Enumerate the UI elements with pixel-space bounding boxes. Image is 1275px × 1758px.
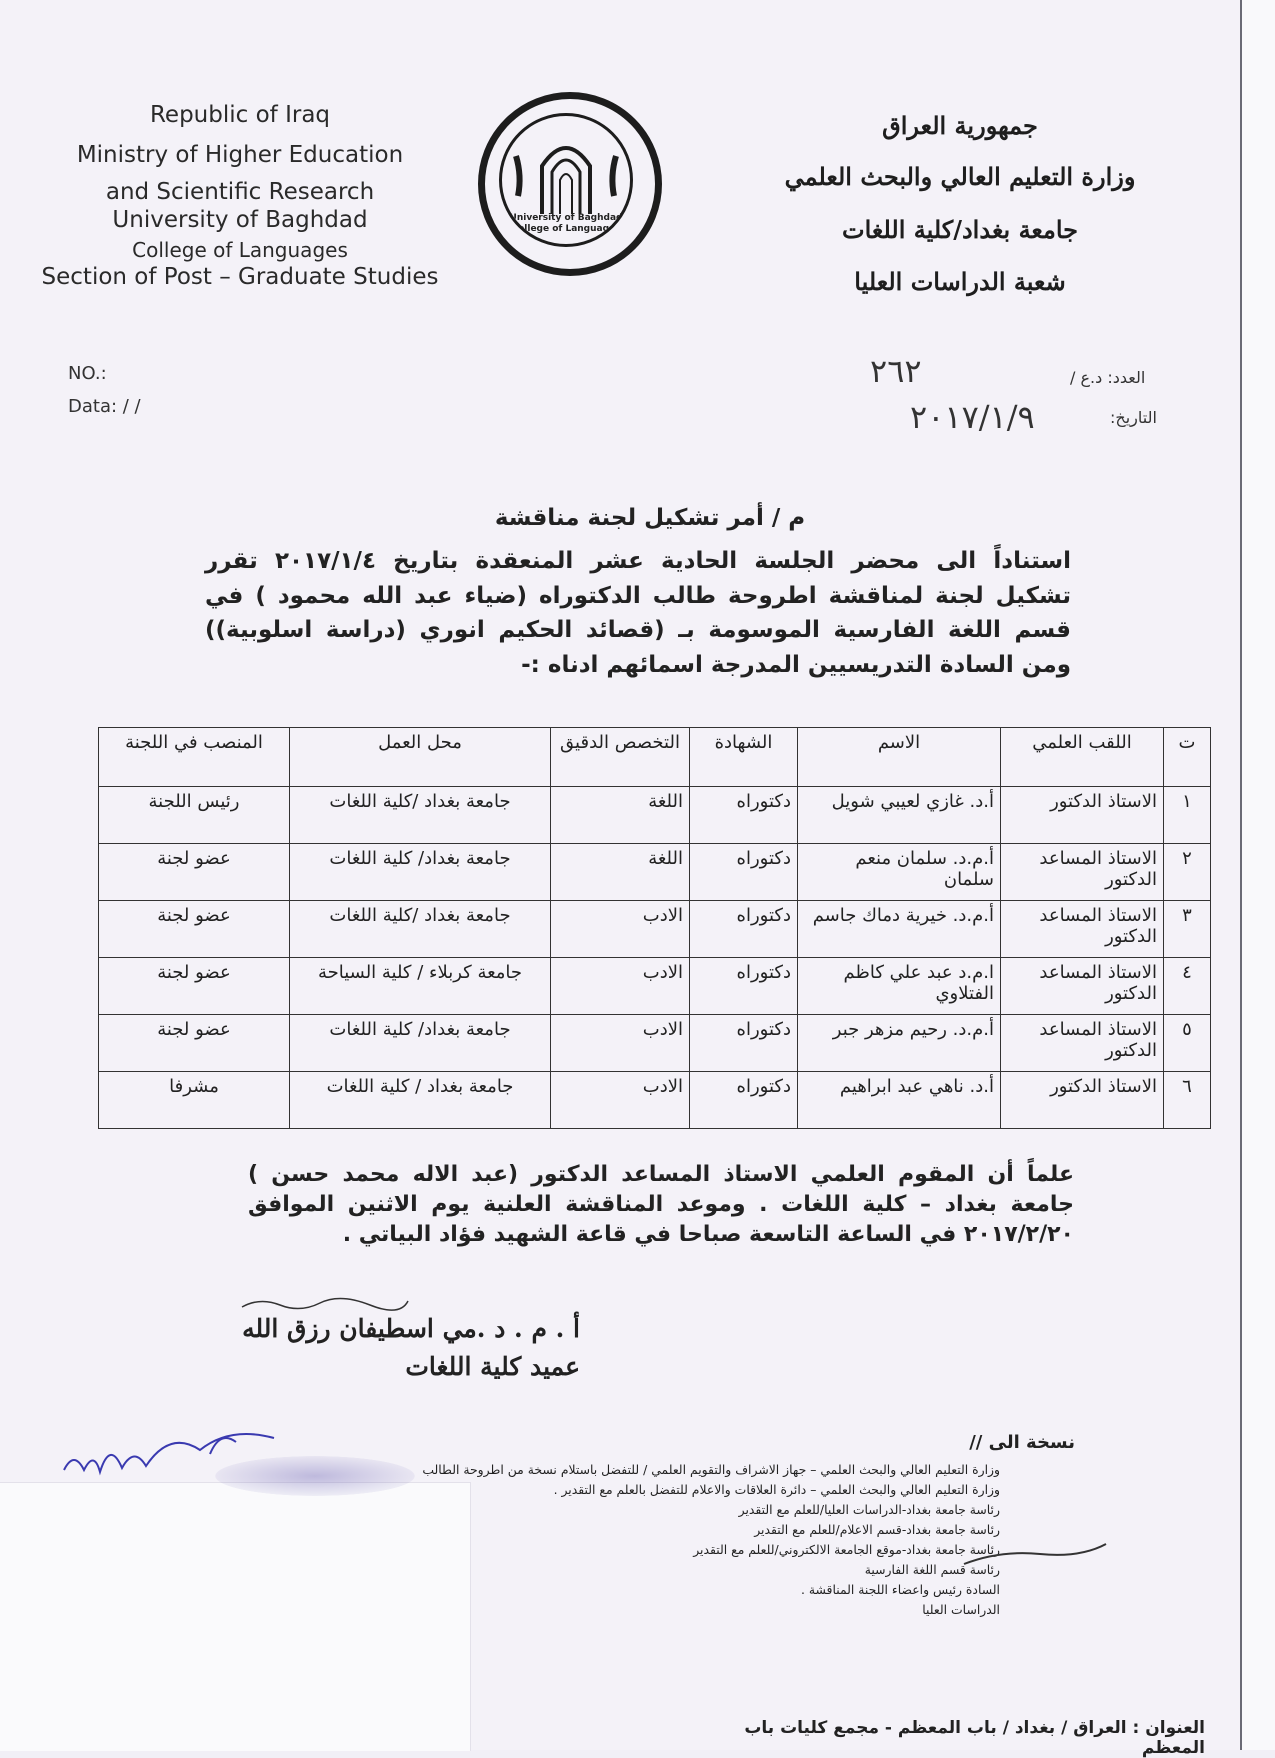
- copy-recipient: السادة رئيس واعضاء اللجنة المناقشة .: [800, 1582, 1000, 1597]
- table-row: [99, 1015, 1211, 1072]
- copy-recipient: وزارة التعليم العالي والبحث العلمي – جهاز الاشراف والتقويم العلمي / للتفضل باستلام نسخة من اطروحة الطالب: [422, 1462, 1000, 1477]
- header-degree: الشهادة: [690, 728, 798, 787]
- cell-degree: دكتوراه: [690, 787, 798, 844]
- copy-recipient: رئاسة جامعة بغداد-الدراسات العليا/للعلم مع التقدير: [738, 1502, 1000, 1517]
- cell-specialty: الادب: [551, 1072, 690, 1129]
- copy-recipient: رئاسة قسم اللغة الفارسية: [864, 1562, 1000, 1577]
- cell-degree: دكتوراه: [690, 1015, 798, 1072]
- cell-name: أ.م.د. خيرية دماك جاسم: [798, 901, 1001, 958]
- cell-position: عضو لجنة: [99, 844, 290, 901]
- header-specialty: التخصص الدقيق: [551, 728, 690, 787]
- ref-no-ar: العدد: د.ع /: [1070, 368, 1146, 387]
- header-position: المنصب في اللجنة: [99, 728, 290, 787]
- committee-table: [98, 727, 1211, 1129]
- cell-title: الاستاذ المساعد الدكتور: [1001, 844, 1164, 901]
- footer-address: العنوان : العراق / بغداد / باب المعظم - مجمع كليات باب المعظم: [744, 1718, 1205, 1758]
- cell-position: عضو لجنة: [99, 958, 290, 1015]
- header-name: الاسم: [798, 728, 1001, 787]
- seal-caption: [502, 213, 630, 234]
- cell-title: الاستاذ الدكتور: [1001, 787, 1164, 844]
- table-row: [99, 958, 1211, 1015]
- letterhead-english: [20, 102, 460, 292]
- cell-workplace: جامعة بغداد/ كلية اللغات: [290, 844, 551, 901]
- signatory-name: أ . م . د .مي اسطيفان رزق الله: [242, 1314, 580, 1343]
- letterhead-ar-line: وزارة التعليم العالي والبحث العلمي: [784, 161, 1136, 191]
- cell-idx: ١: [1164, 787, 1211, 844]
- cell-title: الاستاذ الدكتور: [1001, 1072, 1164, 1129]
- handwritten-initials-icon: [60, 1420, 280, 1490]
- header-title: اللقب العلمي: [1001, 728, 1164, 787]
- cell-degree: دكتوراه: [690, 844, 798, 901]
- cell-name: أ.د. ناهي عبد ابراهيم: [798, 1072, 1001, 1129]
- cell-name: أ.م.د. سلمان منعم سلمان: [798, 844, 1001, 901]
- letterhead-en-line: University of Baghdad: [112, 206, 368, 233]
- subject-line: م / أمر تشكيل لجنة مناقشة: [494, 505, 806, 531]
- cell-idx: ٣: [1164, 901, 1211, 958]
- cell-idx: ٤: [1164, 958, 1211, 1015]
- cell-title: الاستاذ المساعد الدكتور: [1001, 901, 1164, 958]
- seal-text-line: University of Baghdad: [509, 213, 623, 224]
- seal-emblem: [499, 113, 633, 247]
- cell-degree: دكتوراه: [690, 958, 798, 1015]
- copies-title: نسخة الى //: [969, 1432, 1075, 1453]
- cell-position: عضو لجنة: [99, 901, 290, 958]
- cell-position: رئيس اللجنة: [99, 787, 290, 844]
- blank-paper-patch: [0, 1482, 471, 1751]
- letterhead-en-line: Ministry of Higher Education: [76, 141, 404, 168]
- cell-idx: ٥: [1164, 1015, 1211, 1072]
- cell-title: الاستاذ المساعد الدكتور: [1001, 1015, 1164, 1072]
- cell-degree: دكتوراه: [690, 1072, 798, 1129]
- seal-text-line: College of Languages: [511, 223, 621, 234]
- header-idx: ت: [1164, 728, 1211, 787]
- table-row: [99, 901, 1211, 958]
- cell-workplace: جامعة كربلاء / كلية السياحة: [290, 958, 551, 1015]
- cell-name: أ.د. غازي لعيبي شويل: [798, 787, 1001, 844]
- signatory-role: عميد كلية اللغات: [405, 1352, 580, 1381]
- ref-date-en: Data: / /: [68, 396, 141, 417]
- cell-specialty: اللغة: [551, 787, 690, 844]
- cell-name: أ.م.د. رحيم مزهر جبر: [798, 1015, 1001, 1072]
- signature-block: [200, 1310, 580, 1386]
- cell-idx: ٢: [1164, 844, 1211, 901]
- cell-workplace: جامعة بغداد / كلية اللغات: [290, 1072, 551, 1129]
- body-paragraph: استناداً الى محضر الجلسة الحادية عشر المنعقدة بتاريخ ٢٠١٧/١/٤ تقرر تشكيل لجنة لمناقشة اطروحة طالب الدكتوراه (ضياء عبد الله محمود ) في قسم اللغة الفارسية الموسومة بـ (قصائد الحكيم انوري (دراسة اسلوبية)) ومن السادة التدريسيين المدرجة اسمائهم ادناه :-: [205, 548, 1072, 678]
- cell-specialty: الادب: [551, 958, 690, 1015]
- cell-degree: دكتوراه: [690, 901, 798, 958]
- note-paragraph: علماً أن المقوم العلمي الاستاذ المساعد الدكتور (عبد الاله محمد حسن ) جامعة بغداد – كلية اللغات . وموعد المناقشة العلنية يوم الاثنين الموافق ٢٠١٧/٢/٢٠ في الساعة التاسعة صباحا في قاعة الشهيد فؤاد البياتي .: [248, 1162, 1074, 1247]
- copy-recipient: الدراسات العليا: [922, 1602, 1000, 1617]
- cell-title: الاستاذ المساعد الدكتور: [1001, 958, 1164, 1015]
- table-row: [99, 1072, 1211, 1129]
- cell-position: عضو لجنة: [99, 1015, 290, 1072]
- copy-recipient: رئاسة جامعة بغداد-موقع الجامعة الالكتروني/للعلم مع التقدير: [693, 1542, 1000, 1557]
- cell-name: ا.م.د عبد علي كاظم الفتلاوي: [798, 958, 1001, 1015]
- letterhead-en-line: College of Languages: [132, 238, 348, 263]
- cell-specialty: الادب: [551, 901, 690, 958]
- table-row: [99, 844, 1211, 901]
- university-seal: [478, 92, 662, 276]
- letterhead-en-line: Section of Post – Graduate Studies: [41, 264, 439, 291]
- copy-recipient: رئاسة جامعة بغداد-قسم الاعلام/للعلم مع التقدير: [754, 1522, 1000, 1537]
- letterhead-ar-line: جمهورية العراق: [882, 111, 1038, 140]
- letterhead-arabic: [760, 112, 1160, 297]
- cell-specialty: الادب: [551, 1015, 690, 1072]
- ref-no-en: NO.:: [68, 363, 107, 384]
- copy-recipient: وزارة التعليم العالي والبحث العلمي – دائرة العلاقات والاعلام للتفضل بالعلم مع التقدير .: [553, 1482, 1000, 1497]
- page-edge: [1240, 0, 1275, 1750]
- letterhead-ar-line: شعبة الدراسات العليا: [854, 267, 1066, 297]
- cell-workplace: جامعة بغداد/ كلية اللغات: [290, 1015, 551, 1072]
- cell-workplace: جامعة بغداد /كلية اللغات: [290, 901, 551, 958]
- handwritten-tick-icon: [960, 1540, 1110, 1570]
- table-row: [99, 787, 1211, 844]
- letterhead-ar-line: جامعة بغداد/كلية اللغات: [841, 214, 1079, 244]
- cell-position: مشرفا: [99, 1072, 290, 1129]
- handwritten-ref-number: ٢٦٢: [870, 352, 922, 390]
- ref-date-ar: التاريخ:: [1110, 408, 1157, 427]
- handwritten-ref-date: ٢٠١٧/١/٩: [910, 398, 1035, 436]
- cell-idx: ٦: [1164, 1072, 1211, 1129]
- letterhead-en-line: and Scientific Research: [105, 179, 375, 206]
- table-header-row: [99, 728, 1211, 787]
- header-workplace: محل العمل: [290, 728, 551, 787]
- letterhead-en-line: Republic of Iraq: [149, 102, 331, 128]
- cell-specialty: اللغة: [551, 844, 690, 901]
- cell-workplace: جامعة بغداد /كلية اللغات: [290, 787, 551, 844]
